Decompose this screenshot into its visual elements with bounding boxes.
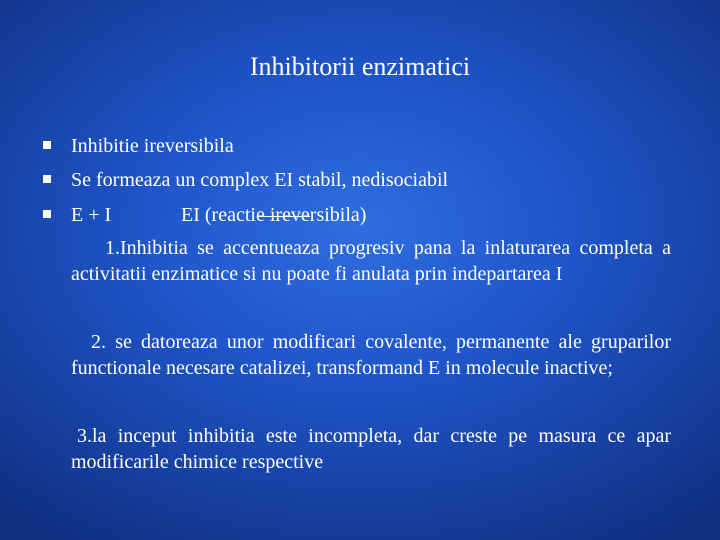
bullet-text: Inhibitie ireversibila	[71, 135, 234, 157]
slide-title: Inhibitorii enzimatici	[249, 52, 471, 81]
point-1-text: 1.Inhibitia se accentueaza progresiv pana la inlaturarea completa a activitatii enzimatice si nu poate fi anulata prin indepartarea I	[71, 237, 671, 285]
square-bullet-icon	[43, 175, 51, 183]
equation-product: EI (reactie ireversibila)	[181, 204, 367, 226]
square-bullet-icon	[43, 210, 51, 218]
point-3-text: 3.la inceput inhibitia este incompleta, dar creste pe masura ce apar modificarile chimice respective	[71, 425, 671, 473]
bullet-text: Se formeaza un complex EI stabil, nedisociabil	[71, 169, 449, 191]
bullet-item	[0, 166, 720, 194]
square-bullet-icon	[43, 141, 51, 149]
point-2-text: 2. se datoreaza unor modificari covalente, permanente ale gruparilor functionale necesare catalizei, transformand E in molecule inactive;	[71, 331, 671, 379]
equation-reactants: E + I	[71, 204, 112, 226]
bullet-item	[0, 132, 720, 160]
equation-item	[0, 201, 720, 229]
